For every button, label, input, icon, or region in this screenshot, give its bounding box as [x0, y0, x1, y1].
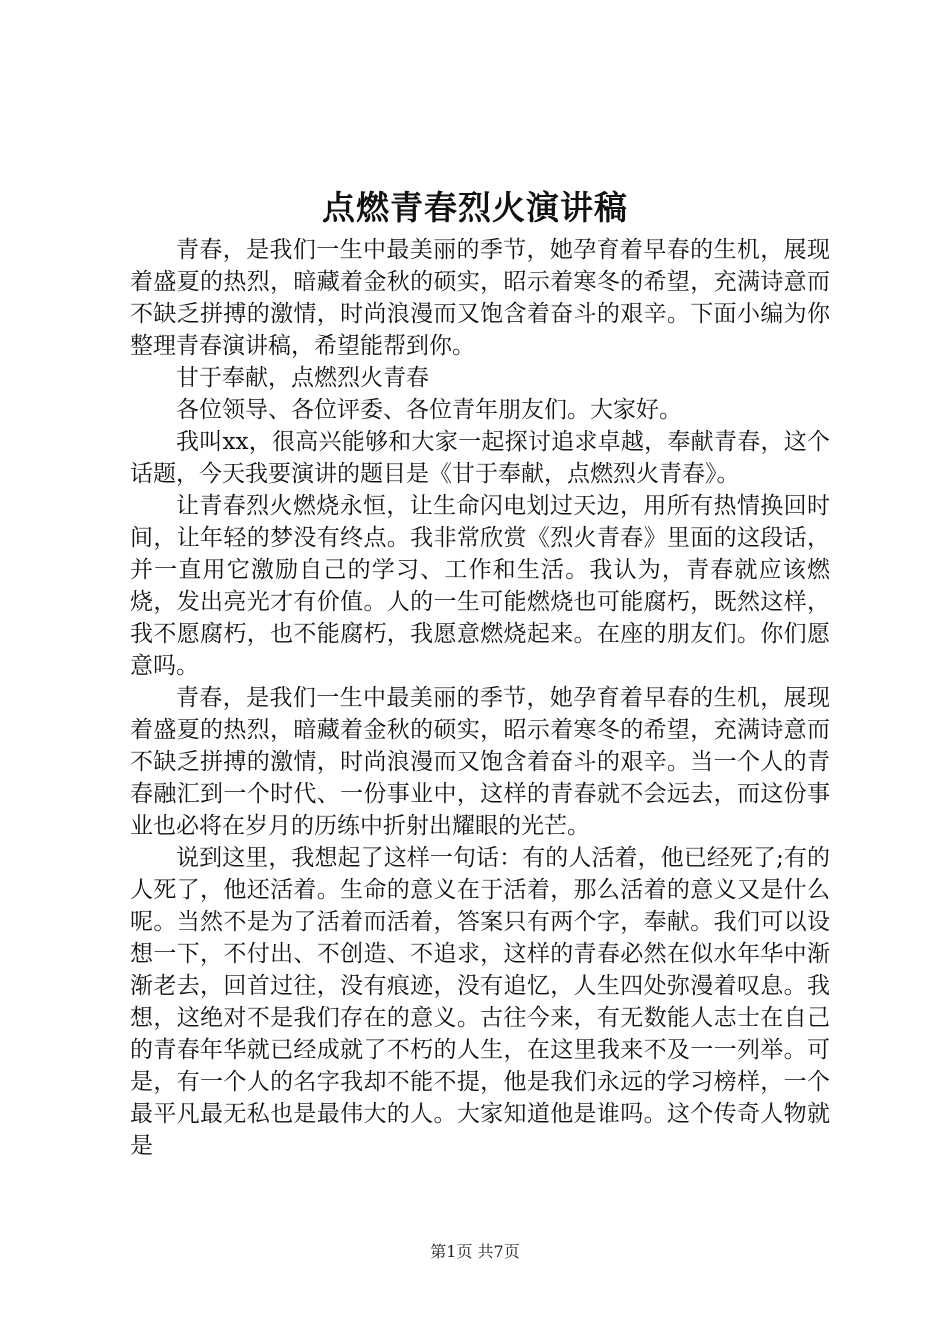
paragraph-burning-youth: 让青春烈火燃烧永恒，让生命闪电划过天边，用所有热情换回时间，让年轻的梦没有终点。我非常欣赏《烈火青春》里面的这段话，并一直用它激励自己的学习、工作和生活。我认为，青春就应该燃烧，发出亮光才有价值。人的一生可能燃烧也可能腐朽，既然这样，我不愿腐朽，也不能腐朽，我愿意燃烧起来。在座的朋友们。你们愿意吗。: [130, 493, 830, 679]
paragraph-subtitle: 甘于奉献，点燃烈火青春: [176, 365, 429, 391]
paragraph-intro: 青春，是我们一生中最美丽的季节，她孕育着早春的生机，展现着盛夏的热烈，暗藏着金秋的硕实，昭示着寒冬的希望，充满诗意而不缺乏拼搏的激情，时尚浪漫而又饱含着奋斗的艰辛。下面小编为你整理青春演讲稿，希望能帮到你。: [130, 237, 830, 359]
paragraph-meaning-of-life: 说到这里，我想起了这样一句话：有的人活着，他已经死了;有的人死了，他还活着。生命的意义在于活着，那么活着的意义又是什么呢。当然不是为了活着而活着，答案只有两个字，奉献。我们可以设想一下，不付出、不创造、不追求，这样的青春必然在似水年华中渐渐老去，回首过往，没有痕迹，没有追忆，人生四处弥漫着叹息。我想，这绝对不是我们存在的意义。古往今来，有无数能人志士在自己的青春年华就已经成就了不朽的人生，在这里我来不及一一列举。可是，有一个人的名字我却不能不提，他是我们永远的学习榜样，一个最平凡最无私也是最伟大的人。大家知道他是谁吗。这个传奇人物就是: [130, 845, 830, 1159]
document-body: [130, 234, 830, 1162]
paragraph-youth-era: 青春，是我们一生中最美丽的季节，她孕育着早春的生机，展现着盛夏的热烈，暗藏着金秋的硕实，昭示着寒冬的希望，充满诗意而不缺乏拼搏的激情，时尚浪漫而又饱含着奋斗的艰辛。当一个人的青春融汇到一个时代、一份事业中，这样的青春就不会远去，而这份事业也必将在岁月的历练中折射出耀眼的光芒。: [130, 685, 830, 839]
document-title: 点燃青春烈火演讲稿: [322, 188, 628, 227]
page-number-footer: 第1页 共7页: [430, 1242, 520, 1261]
paragraph-greeting: 各位领导、各位评委、各位青年朋友们。大家好。: [176, 397, 682, 423]
paragraph-self-introduction: 我叫xx，很高兴能够和大家一起探讨追求卓越，奉献青春，这个话题，今天我要演讲的题目是《甘于奉献，点燃烈火青春》。: [130, 429, 830, 487]
